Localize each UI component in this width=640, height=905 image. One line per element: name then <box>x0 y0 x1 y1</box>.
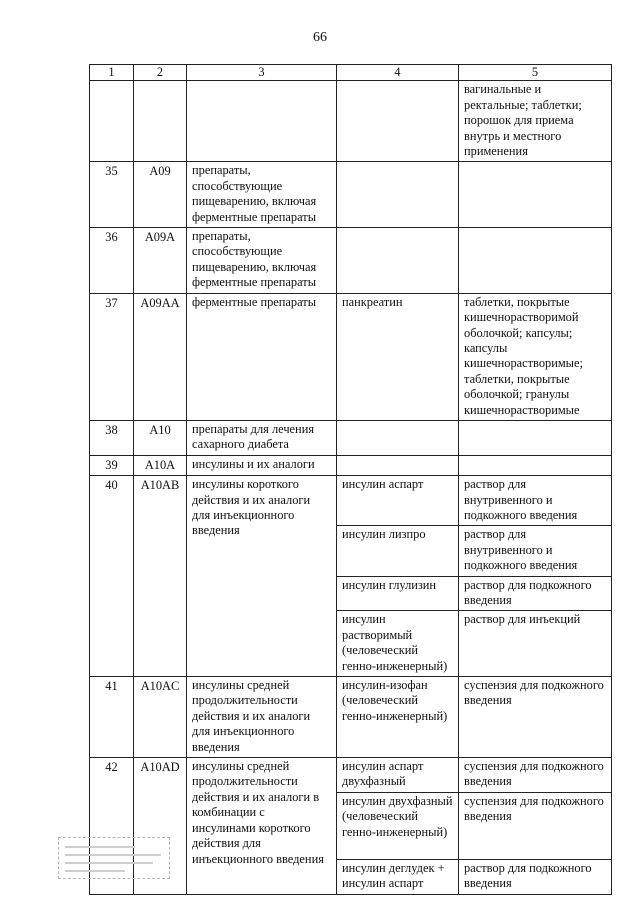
row-number: 40 <box>90 476 134 677</box>
column-header: 3 <box>187 65 337 81</box>
drug-name: инсулин лизпро <box>337 526 459 576</box>
table-header-row <box>90 65 612 81</box>
pharmacological-group: препараты, способствующие пищеварению, включая ферментные препараты <box>187 162 337 228</box>
atc-code: A10AD <box>134 758 187 895</box>
table-row <box>90 81 612 162</box>
table-row <box>90 162 612 228</box>
table-row <box>90 677 612 758</box>
drug-table <box>89 64 612 895</box>
pharmacological-group: ферментные препараты <box>187 293 337 420</box>
table-row <box>90 476 612 526</box>
row-number <box>90 81 134 162</box>
atc-code: A09AA <box>134 293 187 420</box>
drug-name <box>337 228 459 294</box>
table-row <box>90 228 612 294</box>
dosage-form <box>459 228 612 294</box>
atc-code: A10AC <box>134 677 187 758</box>
official-stamp <box>58 837 170 879</box>
row-number: 39 <box>90 455 134 475</box>
dosage-form: раствор для подкожного введения <box>459 859 612 894</box>
drug-name: инсулин аспарт двухфазный <box>337 758 459 793</box>
dosage-form <box>459 455 612 475</box>
drug-name <box>337 81 459 162</box>
drug-name: панкреатин <box>337 293 459 420</box>
row-number: 38 <box>90 420 134 455</box>
page-number: 66 <box>313 30 327 45</box>
drug-name <box>337 420 459 455</box>
dosage-form: вагинальные и ректальные; таблетки; порошок для приема внутрь и местного применения <box>459 81 612 162</box>
pharmacological-group: препараты для лечения сахарного диабета <box>187 420 337 455</box>
pharmacological-group: инсулины и их аналоги <box>187 455 337 475</box>
pharmacological-group: препараты, способствующие пищеварению, включая ферментные препараты <box>187 228 337 294</box>
atc-code: A09A <box>134 228 187 294</box>
dosage-form: суспензия для подкожного введения <box>459 792 612 859</box>
atc-code <box>134 81 187 162</box>
row-number: 41 <box>90 677 134 758</box>
dosage-form: таблетки, покрытые кишечнорастворимой оболочкой; капсулы; капсулы кишечнорастворимые; таблетки, покрытые оболочкой; гранулы кишечнорастворимые <box>459 293 612 420</box>
atc-code: A10A <box>134 455 187 475</box>
drug-name <box>337 162 459 228</box>
drug-name <box>337 455 459 475</box>
atc-code: A09 <box>134 162 187 228</box>
drug-name: инсулин-изофан (человеческий генно-инженерный) <box>337 677 459 758</box>
dosage-form <box>459 162 612 228</box>
table-row <box>90 420 612 455</box>
drug-name: инсулин растворимый (человеческий генно-инженерный) <box>337 611 459 677</box>
column-header: 1 <box>90 65 134 81</box>
pharmacological-group <box>187 81 337 162</box>
dosage-form: раствор для внутривенного и подкожного введения <box>459 476 612 526</box>
table-row <box>90 758 612 793</box>
drug-name: инсулин аспарт <box>337 476 459 526</box>
pharmacological-group: инсулины короткого действия и их аналоги для инъекционного введения <box>187 476 337 677</box>
row-number: 36 <box>90 228 134 294</box>
dosage-form: суспензия для подкожного введения <box>459 758 612 793</box>
dosage-form: суспензия для подкожного введения <box>459 677 612 758</box>
atc-code: A10AB <box>134 476 187 677</box>
dosage-form: раствор для подкожного введения <box>459 576 612 611</box>
drug-name: инсулин глулизин <box>337 576 459 611</box>
dosage-form: раствор для внутривенного и подкожного введения <box>459 526 612 576</box>
table-row <box>90 293 612 420</box>
dosage-form <box>459 420 612 455</box>
column-header: 4 <box>337 65 459 81</box>
drug-name: инсулин деглудек + инсулин аспарт <box>337 859 459 894</box>
atc-code: A10 <box>134 420 187 455</box>
row-number: 42 <box>90 758 134 895</box>
table-row <box>90 455 612 475</box>
row-number: 35 <box>90 162 134 228</box>
row-number: 37 <box>90 293 134 420</box>
drug-name: инсулин двухфазный (человеческий генно-инженерный) <box>337 792 459 859</box>
pharmacological-group: инсулины средней продолжительности действия и их аналоги для инъекционного введения <box>187 677 337 758</box>
dosage-form: раствор для инъекций <box>459 611 612 677</box>
pharmacological-group: инсулины средней продолжительности действия и их аналоги в комбинации с инсулинами короткого действия для инъекционного введения <box>187 758 337 895</box>
column-header: 2 <box>134 65 187 81</box>
column-header: 5 <box>459 65 612 81</box>
